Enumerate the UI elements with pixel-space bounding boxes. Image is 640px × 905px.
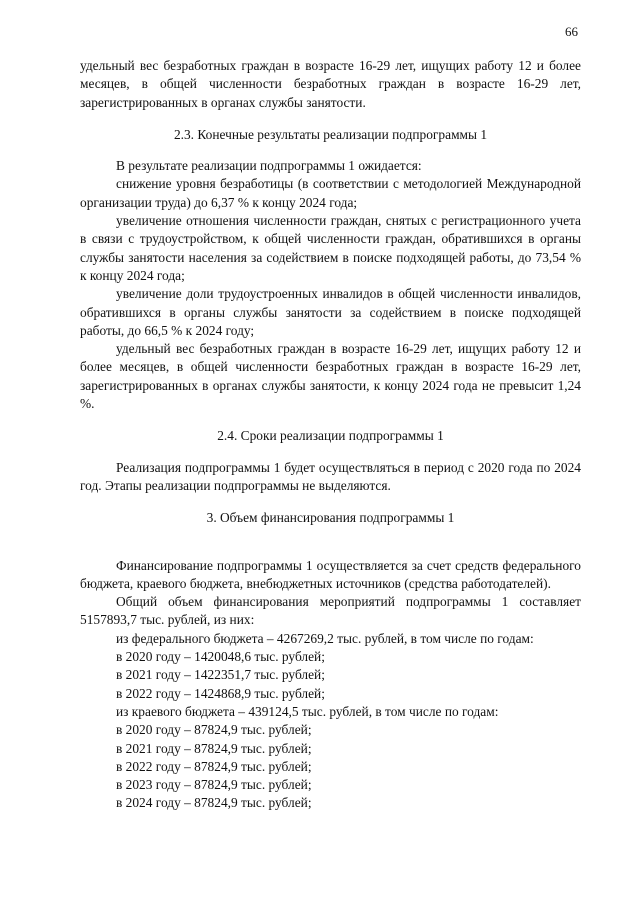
list-item: в 2021 году – 87824,9 тыс. рублей; <box>116 740 312 756</box>
list-item: в 2020 году – 87824,9 тыс. рублей; <box>116 722 312 738</box>
page-number: 66 <box>565 24 578 39</box>
list-item: в 2024 году – 87824,9 тыс. рублей; <box>116 795 312 811</box>
list-item: в 2022 году – 1424868,9 тыс. рублей; <box>116 685 325 701</box>
section-heading-3: 3. Объем финансирования подпрограммы 1 <box>206 510 455 526</box>
paragraph: увеличение отношения численности граждан, снятых с регистрационного учета в связи с трудоустройством, к общей численности граждан, обратившихся в органы службы занятости населения за содействием в поиске подходящей работы, до 73,54 % к концу 2024 года; <box>80 213 581 283</box>
list-item: в 2023 году – 87824,9 тыс. рублей; <box>116 777 312 793</box>
list-item: в 2021 году – 1422351,7 тыс. рублей; <box>116 667 325 683</box>
paragraph: Финансирование подпрограммы 1 осуществляется за счет средств федерального бюджета, краевого бюджета, внебюджетных источников (средства работодателей). <box>80 557 581 591</box>
list-item: в 2020 году – 1420048,6 тыс. рублей; <box>116 649 325 665</box>
paragraph: Общий объем финансирования мероприятий подпрограммы 1 составляет 5157893,7 тыс. рублей, из них: <box>80 594 581 628</box>
list-item: из краевого бюджета – 439124,5 тыс. рублей, в том числе по годам: <box>116 703 499 719</box>
list-item: в 2022 году – 87824,9 тыс. рублей; <box>116 758 312 774</box>
paragraph: В результате реализации подпрограммы 1 ожидается: <box>116 158 422 174</box>
paragraph: снижение уровня безработицы (в соответствии с методологией Международной организации труда) до 6,37 % к концу 2024 года; <box>80 176 581 210</box>
paragraph: Реализация подпрограммы 1 будет осуществляться в период с 2020 года по 2024 год. Этапы реализации подпрограммы не выделяются. <box>80 459 581 493</box>
paragraph: увеличение доли трудоустроенных инвалидов в общей численности инвалидов, обратившихся в органы службы занятости за содействием в поиске подходящей работы, до 66,5 % к 2024 году; <box>80 286 581 338</box>
section-heading-2-4: 2.4. Сроки реализации подпрограммы 1 <box>217 428 444 444</box>
spacer <box>80 541 581 557</box>
paragraph: из федерального бюджета – 4267269,2 тыс. рублей, в том числе по годам: <box>116 630 534 646</box>
document-body <box>80 57 581 813</box>
section-heading-2-3: 2.3. Конечные результаты реализации подпрограммы 1 <box>173 126 488 142</box>
paragraph: удельный вес безработных граждан в возрасте 16-29 лет, ищущих работу 12 и более месяцев, в общей численности безработных граждан в возрасте 16-29 лет, зарегистрированных в органах службы занятости. <box>80 58 581 110</box>
paragraph: удельный вес безработных граждан в возрасте 16-29 лет, ищущих работу 12 и более месяцев, в общей численности безработных граждан в возрасте 16-29 лет, зарегистрированных в органах службы занятости, к концу 2024 года не превысит 1,24 %. <box>80 341 581 412</box>
